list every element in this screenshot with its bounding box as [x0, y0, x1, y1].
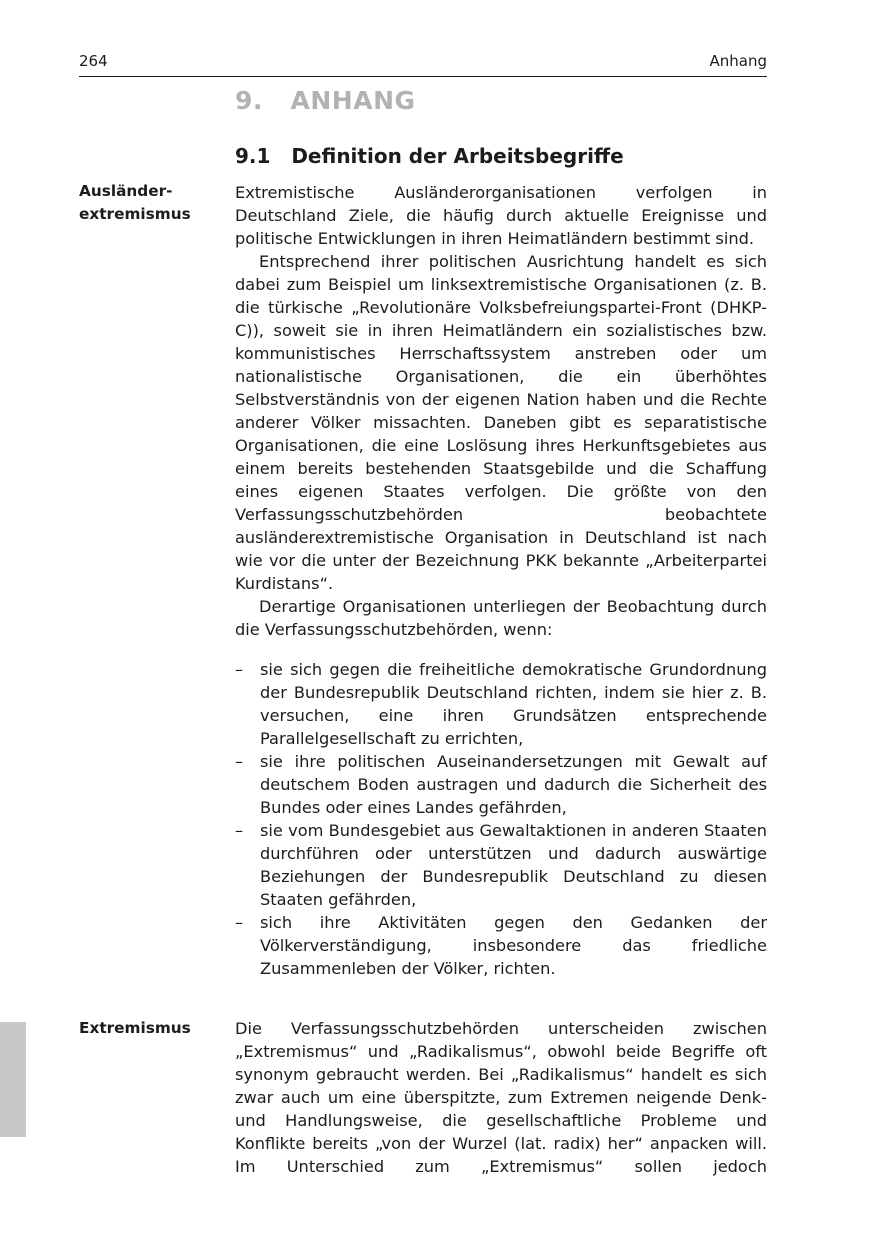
- paragraph: Derartige Organisationen unterliegen der Beobachtung durch die Verfassungsschutzbehörden, wenn:: [235, 597, 767, 639]
- running-header: [79, 52, 767, 77]
- chapter-title: ANHANG: [290, 86, 416, 115]
- list-item-text: sich ihre Aktivitäten gegen den Gedanken der Völkerverständigung, insbesondere das friedliche Zusammenleben der Völker, richten.: [260, 913, 767, 978]
- chapter-thumb-tab: [0, 1022, 26, 1137]
- list-item-text: sie ihre politischen Auseinandersetzungen mit Gewalt auf deutschem Boden austragen und dadurch die Sicherheit des Bundes oder eines Landes gefährden,: [260, 752, 767, 817]
- margin-label-auslaenderextremismus: [79, 180, 191, 226]
- running-section-title: Anhang: [709, 52, 767, 70]
- section-number: 9.1: [235, 144, 271, 168]
- list-item: [235, 658, 767, 750]
- list-item-text: sie sich gegen die freiheitliche demokratische Grundordnung der Bundesrepublik Deutschland richten, indem sie hier z. B. versuchen, eine ihren Grundsätzen entsprechende Parallelgesellschaft zu errichten,: [260, 660, 767, 748]
- text-block-extremismus: [235, 1017, 767, 1178]
- bullet-dash: –: [235, 913, 244, 932]
- paragraph: Entsprechend ihrer politischen Ausrichtung handelt es sich dabei zum Beispiel um linksextremistische Organisationen (z. B. die türkische „Revolutionäre Volksbefreiungspartei-Front (DHKP-C)), soweit sie in ihren Heimatländern ein sozialistisches bzw. kommunistisches Herrschaftssystem anstreben oder um nationalistische Organisationen, die ein überhöhtes Selbstverständnis von der eigenen Nation haben und die Rechte anderer Völker missachten. Daneben gibt es separatistische Organisationen, die eine Loslösung ihres Herkunftsgebietes aus einem bereits bestehenden Staatsgebilde und die Schaffung eines eigenen Staates verfolgen. Die größte von den Verfassungsschutzbehörden beobachtete ausländerextremistische Organisation in Deutschland ist nach wie vor die unter der Bezeichnung PKK bekannte „Arbeiterpartei Kurdistans“.: [235, 252, 767, 593]
- list-item: [235, 750, 767, 819]
- margin-label-line: extremismus: [79, 205, 191, 223]
- section-heading: [235, 144, 624, 168]
- paragraph: Extremistische Ausländerorganisationen verfolgen in Deutschland Ziele, die häufig durch aktuelle Ereignisse und politische Entwicklungen in ihren Heimatländern bestimmt sind.: [235, 183, 767, 248]
- bullet-list: [235, 658, 767, 980]
- bullet-dash: –: [235, 752, 244, 771]
- margin-label-line: Ausländer-: [79, 182, 173, 200]
- bullet-dash: –: [235, 660, 244, 679]
- chapter-number: 9.: [235, 86, 263, 115]
- list-item: [235, 819, 767, 911]
- list-item-text: sie vom Bundesgebiet aus Gewaltaktionen in anderen Staaten durchführen oder unterstützen und dadurch auswärtige Beziehungen der Bundesrepublik Deutschland zu diesen Staaten gefährden,: [260, 821, 767, 909]
- section-title: Definition der Arbeitsbegriffe: [291, 144, 624, 168]
- margin-label-extremismus: Extremismus: [79, 1019, 191, 1037]
- list-item: [235, 911, 767, 980]
- bullet-dash: –: [235, 821, 244, 840]
- text-block-auslaender: [235, 181, 767, 641]
- paragraph: Die Verfassungsschutzbehörden unterscheiden zwischen „Extremismus“ und „Radikalismus“, obwohl beide Begriffe oft synonym gebraucht werden. Bei „Radikalismus“ handelt es sich zwar auch um eine überspitzte, zum Extremen neigende Denk- und Handlungsweise, die gesellschaftliche Probleme und Konflikte bereits „von der Wurzel (lat. radix) her“ anpacken will. Im Unterschied zum „Extremismus“ sollen jedoch: [235, 1019, 767, 1176]
- page-number: 264: [79, 52, 108, 70]
- chapter-heading: [235, 86, 416, 115]
